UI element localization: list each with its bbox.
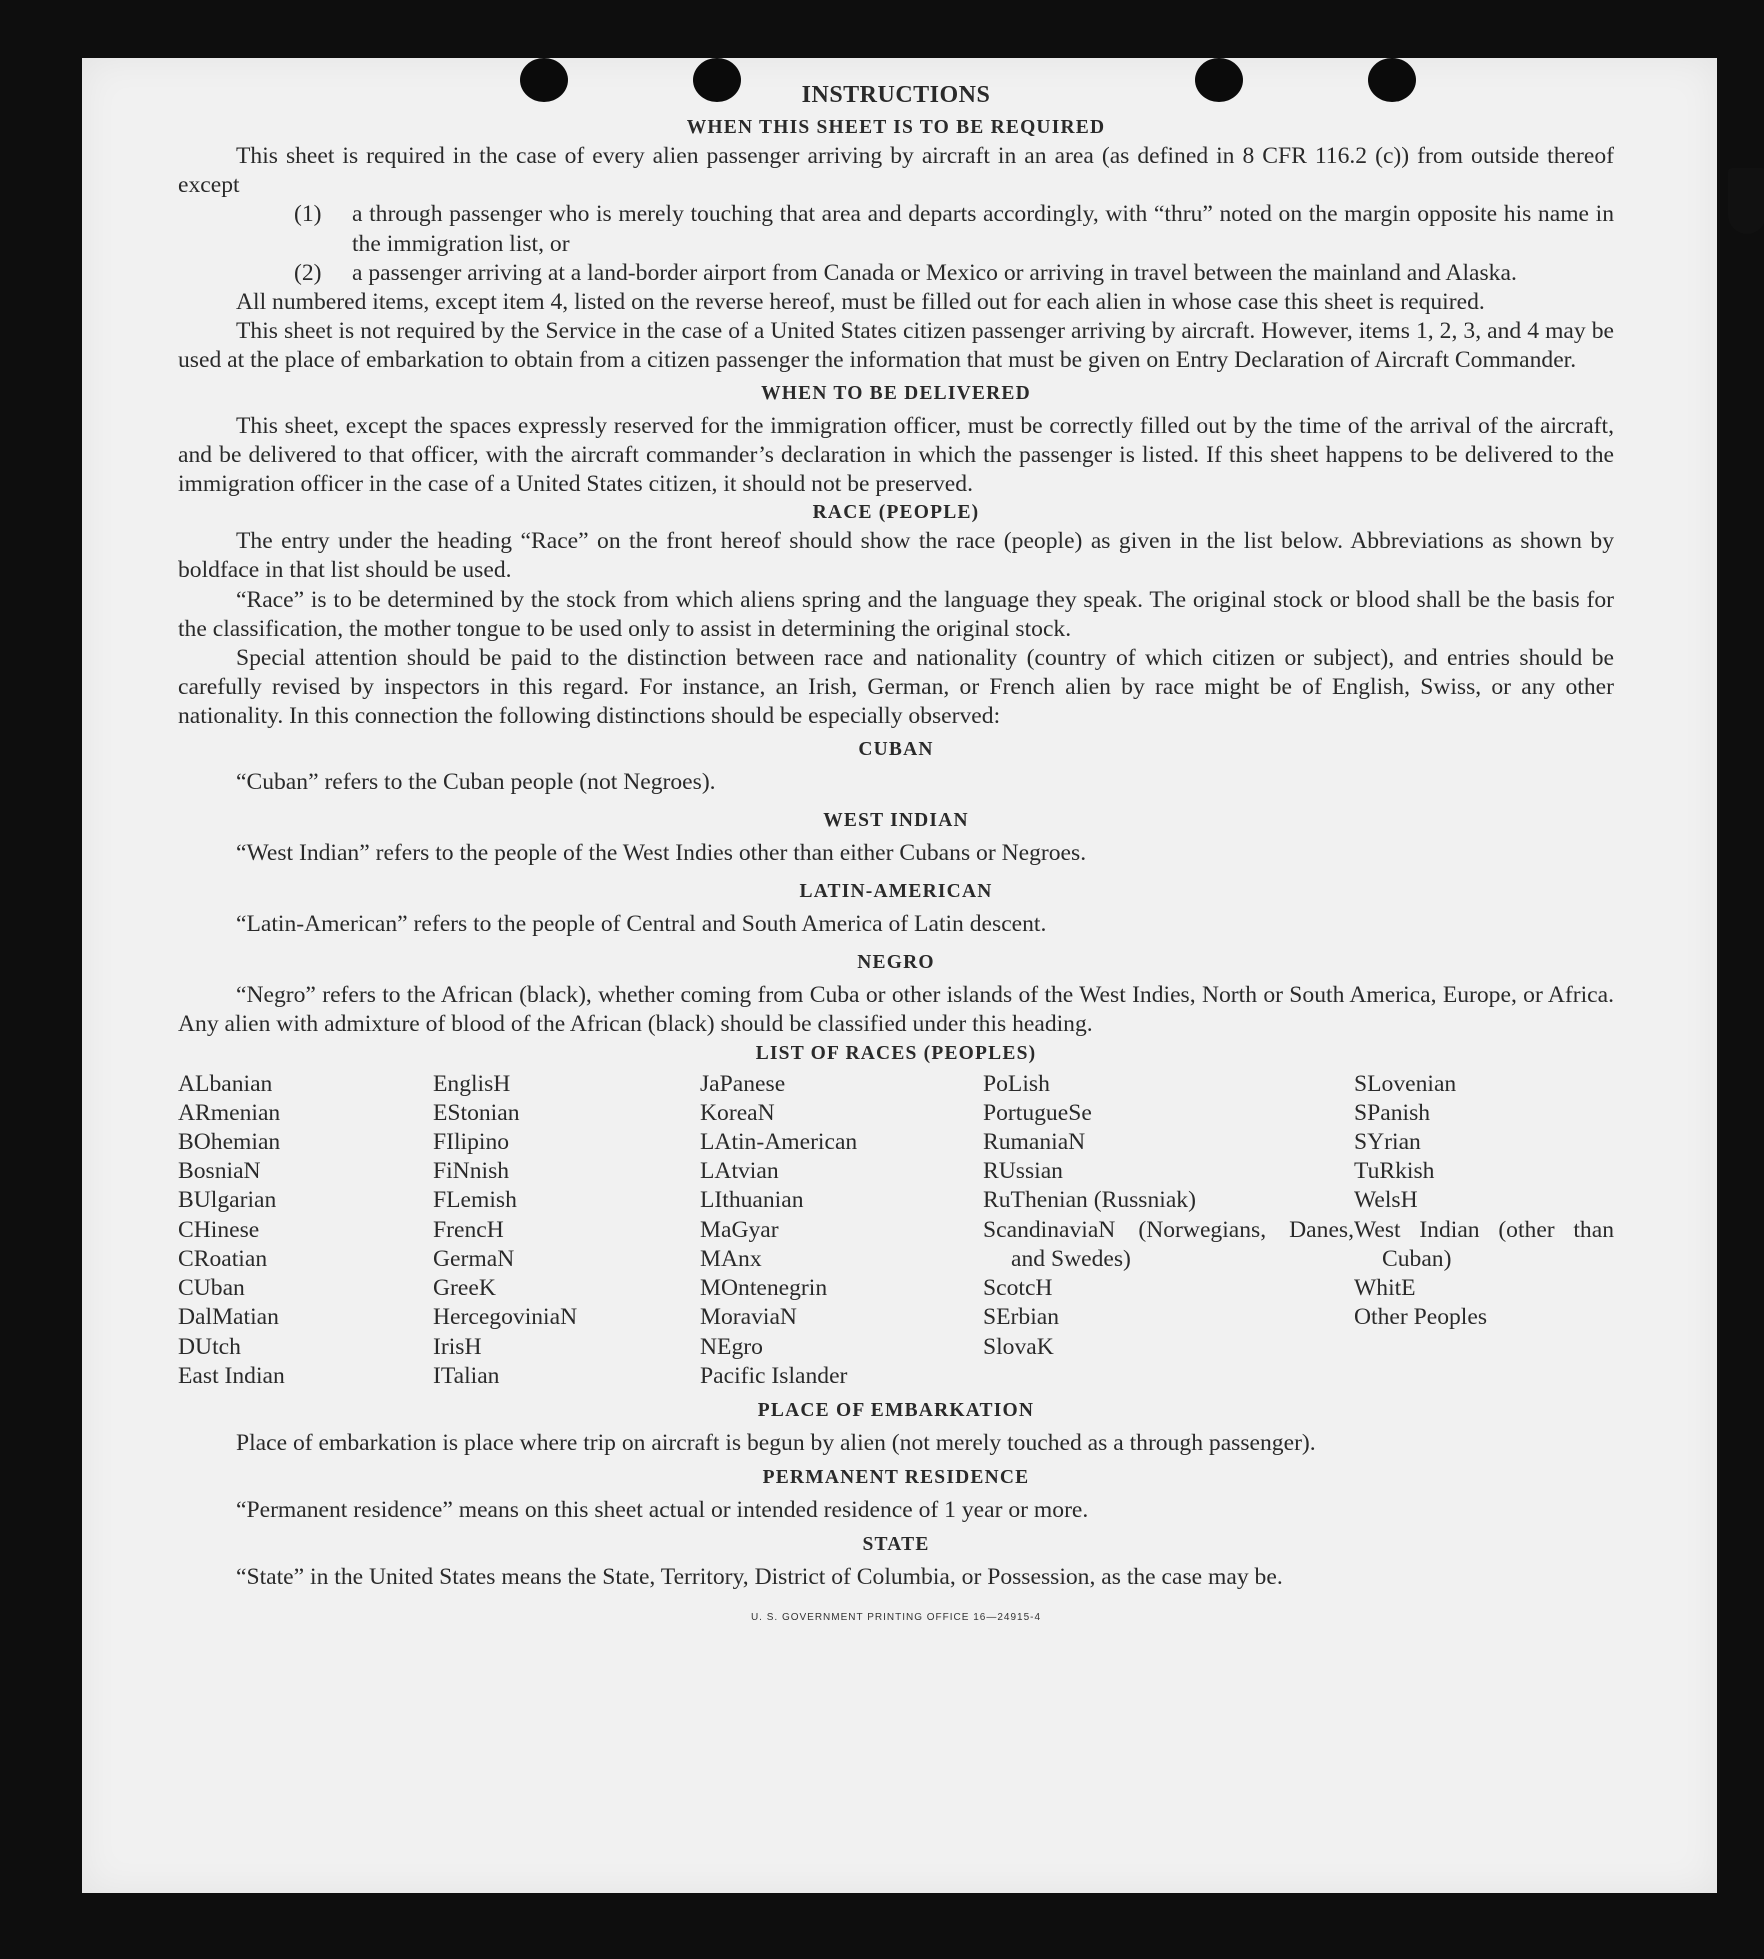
race-entry: SLovenian [1354, 1070, 1457, 1097]
heading-race: RACE (PEOPLE) [812, 502, 980, 524]
exception-list [178, 200, 1614, 288]
race-entry: RUssian [983, 1158, 1063, 1185]
race-entry: Other Peoples [1354, 1304, 1488, 1331]
required-intro: This sheet is required in the case of every alien passenger arriving by aircraft in an area (as defined in 8 CFR 116.2 (c)) from outside thereof except [178, 143, 1614, 199]
heading-negro: NEGRO [857, 952, 935, 974]
race-entry: CHinese [178, 1216, 260, 1243]
required-para-citizen: This sheet is not required by the Service in the case of a United States citizen passenger arriving by aircraft. However, items 1, 2, 3, and 4 may be used at the place of embarkation to obtain from a citizen passenger the information that must be given on Entry Declaration of Aircraft Commander. [178, 318, 1614, 374]
race-entry: EnglisH [433, 1070, 511, 1097]
race-entry: MoraviaN [700, 1304, 797, 1331]
binder-tab [1728, 168, 1764, 234]
heading-cuban: CUBAN [858, 738, 934, 760]
race-entry: GreeK [433, 1275, 496, 1302]
race-entry: NEgro [700, 1333, 763, 1360]
race-entry: MAnx [700, 1245, 762, 1272]
heading-required: WHEN THIS SHEET IS TO BE REQUIRED [686, 117, 1106, 138]
race-entry: SErbian [983, 1304, 1060, 1331]
race-entry: East Indian [178, 1362, 285, 1389]
heading-residence: PERMANENT RESIDENCE [762, 1467, 1030, 1489]
heading-latin-american: LATIN-AMERICAN [799, 881, 993, 903]
race-entry: ITalian [433, 1362, 500, 1389]
race-entry: EStonian [433, 1099, 520, 1126]
document-content [178, 80, 1614, 1632]
races-column [433, 1070, 700, 1391]
race-entry: RuThenian (Russniak) [983, 1187, 1196, 1214]
race-entry: SYrian [1354, 1129, 1421, 1156]
heading-west-indian: WEST INDIAN [823, 809, 969, 831]
race-entry: ARmenian [178, 1099, 281, 1126]
race-entry: MOntenegrin [700, 1275, 828, 1302]
race-entry: WhitE [1354, 1275, 1416, 1302]
delivered-text: This sheet, except the spaces expressly reserved for the immigration officer, must be correctly filled out by the time of the arrival of the aircraft, and be delivered to that officer, with the aircraft commander’s declaration in which the passenger is listed. If this sheet happens to be delivered to the immigration officer in the case of a United States citizen, it should not be preserved. [178, 412, 1614, 498]
races-list [178, 1070, 1614, 1391]
race-entry: FiNnish [433, 1158, 510, 1185]
race-entry: SlovaK [983, 1333, 1054, 1360]
residence-text: “Permanent residence” means on this sheet actual or intended residence of 1 year or more. [236, 1497, 1089, 1524]
race-entry: ScotcH [983, 1275, 1053, 1302]
heading-state: STATE [862, 1534, 930, 1556]
race-entry: KoreaN [700, 1099, 775, 1126]
race-entry: FIlipino [433, 1129, 510, 1156]
race-entry: West Indian (other than Cuban) [1354, 1216, 1614, 1272]
latin-american-text: “Latin-American” refers to the people of Central and South America of Latin descent. [236, 911, 1047, 938]
race-entry: CRoatian [178, 1245, 268, 1272]
race-entry: PoLish [983, 1070, 1050, 1097]
race-entry: FLemish [433, 1187, 517, 1214]
cuban-text: “Cuban” refers to the Cuban people (not Negroes). [236, 768, 716, 795]
race-entry: BosniaN [178, 1158, 261, 1185]
exception-item: (1) a through passenger who is merely touching that area and departs accordingly, with “thru” noted on the margin opposite his name in the immigration list, or [294, 201, 1614, 257]
race-entry: WelsH [1354, 1187, 1418, 1214]
race-entry: HercegoviniaN [433, 1304, 578, 1331]
heading-delivered: WHEN TO BE DELIVERED [761, 382, 1031, 404]
race-entry: PortugueSe [983, 1099, 1092, 1126]
embarkation-text: Place of embarkation is place where trip on aircraft is begun by alien (not merely touched as a through passenger). [236, 1429, 1316, 1456]
race-entry: RumaniaN [983, 1129, 1086, 1156]
race-para-3: Special attention should be paid to the distinction between race and nationality (country of which citizen or subject), and entries should be carefully revised by inspectors in this regard. For instance, an Irish, German, or French alien by race might be of English, Swiss, or any other nationality. In this connection the following distinctions should be especially observed: [178, 645, 1614, 730]
race-entry: LAtin-American [700, 1129, 858, 1156]
required-para-items: All numbered items, except item 4, listed on the reverse hereof, must be filled out for each alien in whose case this sheet is required. [236, 289, 1485, 316]
race-entry: DUtch [178, 1333, 241, 1360]
race-entry: ALbanian [178, 1070, 273, 1097]
race-entry: MaGyar [700, 1216, 779, 1243]
heading-embarkation: PLACE OF EMBARKATION [757, 1399, 1035, 1421]
race-entry: LAtvian [700, 1158, 779, 1185]
race-entry: JaPanese [700, 1070, 786, 1097]
races-column [983, 1070, 1354, 1391]
race-entry: BOhemian [178, 1129, 281, 1156]
race-entry: GermaN [433, 1245, 515, 1272]
races-column [1354, 1070, 1614, 1391]
state-text: “State” in the United States means the State, Territory, District of Columbia, or Possession, as the case may be. [236, 1564, 1283, 1591]
race-para-1: The entry under the heading “Race” on the front hereof should show the race (people) as given in the list below. Abbreviations as shown by boldface in that list should be used. [178, 528, 1614, 584]
page-title: INSTRUCTIONS [801, 82, 991, 108]
race-entry: LIthuanian [700, 1187, 804, 1214]
negro-text: “Negro” refers to the African (black), whether coming from Cuba or other islands of the West Indies, North or South America, Europe, or Africa. Any alien with admixture of blood of the African (black) should be classified under this heading. [178, 982, 1614, 1038]
race-para-2: “Race” is to be determined by the stock from which aliens spring and the language they speak. The original stock or blood shall be the basis for the classification, the mother tongue to be used only to assist in determining the original stock. [178, 586, 1614, 642]
race-entry: SPanish [1354, 1099, 1431, 1126]
race-entry: Pacific Islander [700, 1362, 848, 1389]
printing-office-footer: U. S. GOVERNMENT PRINTING OFFICE 16—24915-4 [750, 1611, 1042, 1623]
race-entry: ScandinaviaN (Norwegians, Danes, and Swedes) [983, 1216, 1354, 1272]
races-column [178, 1070, 433, 1391]
race-entry: BUlgarian [178, 1187, 277, 1214]
race-entry: DalMatian [178, 1304, 279, 1331]
races-column [700, 1070, 983, 1391]
race-entry: IrisH [433, 1333, 482, 1360]
west-indian-text: “West Indian” refers to the people of the West Indies other than either Cubans or Negroes. [236, 839, 1087, 866]
heading-list-of-races: LIST OF RACES (PEOPLES) [755, 1042, 1037, 1064]
race-entry: CUban [178, 1275, 245, 1302]
race-entry: TuRkish [1354, 1158, 1435, 1185]
race-entry: FrencH [433, 1216, 504, 1243]
exception-item: (2) a passenger arriving at a land-border airport from Canada or Mexico or arriving in travel between the mainland and Alaska. [294, 259, 1517, 286]
